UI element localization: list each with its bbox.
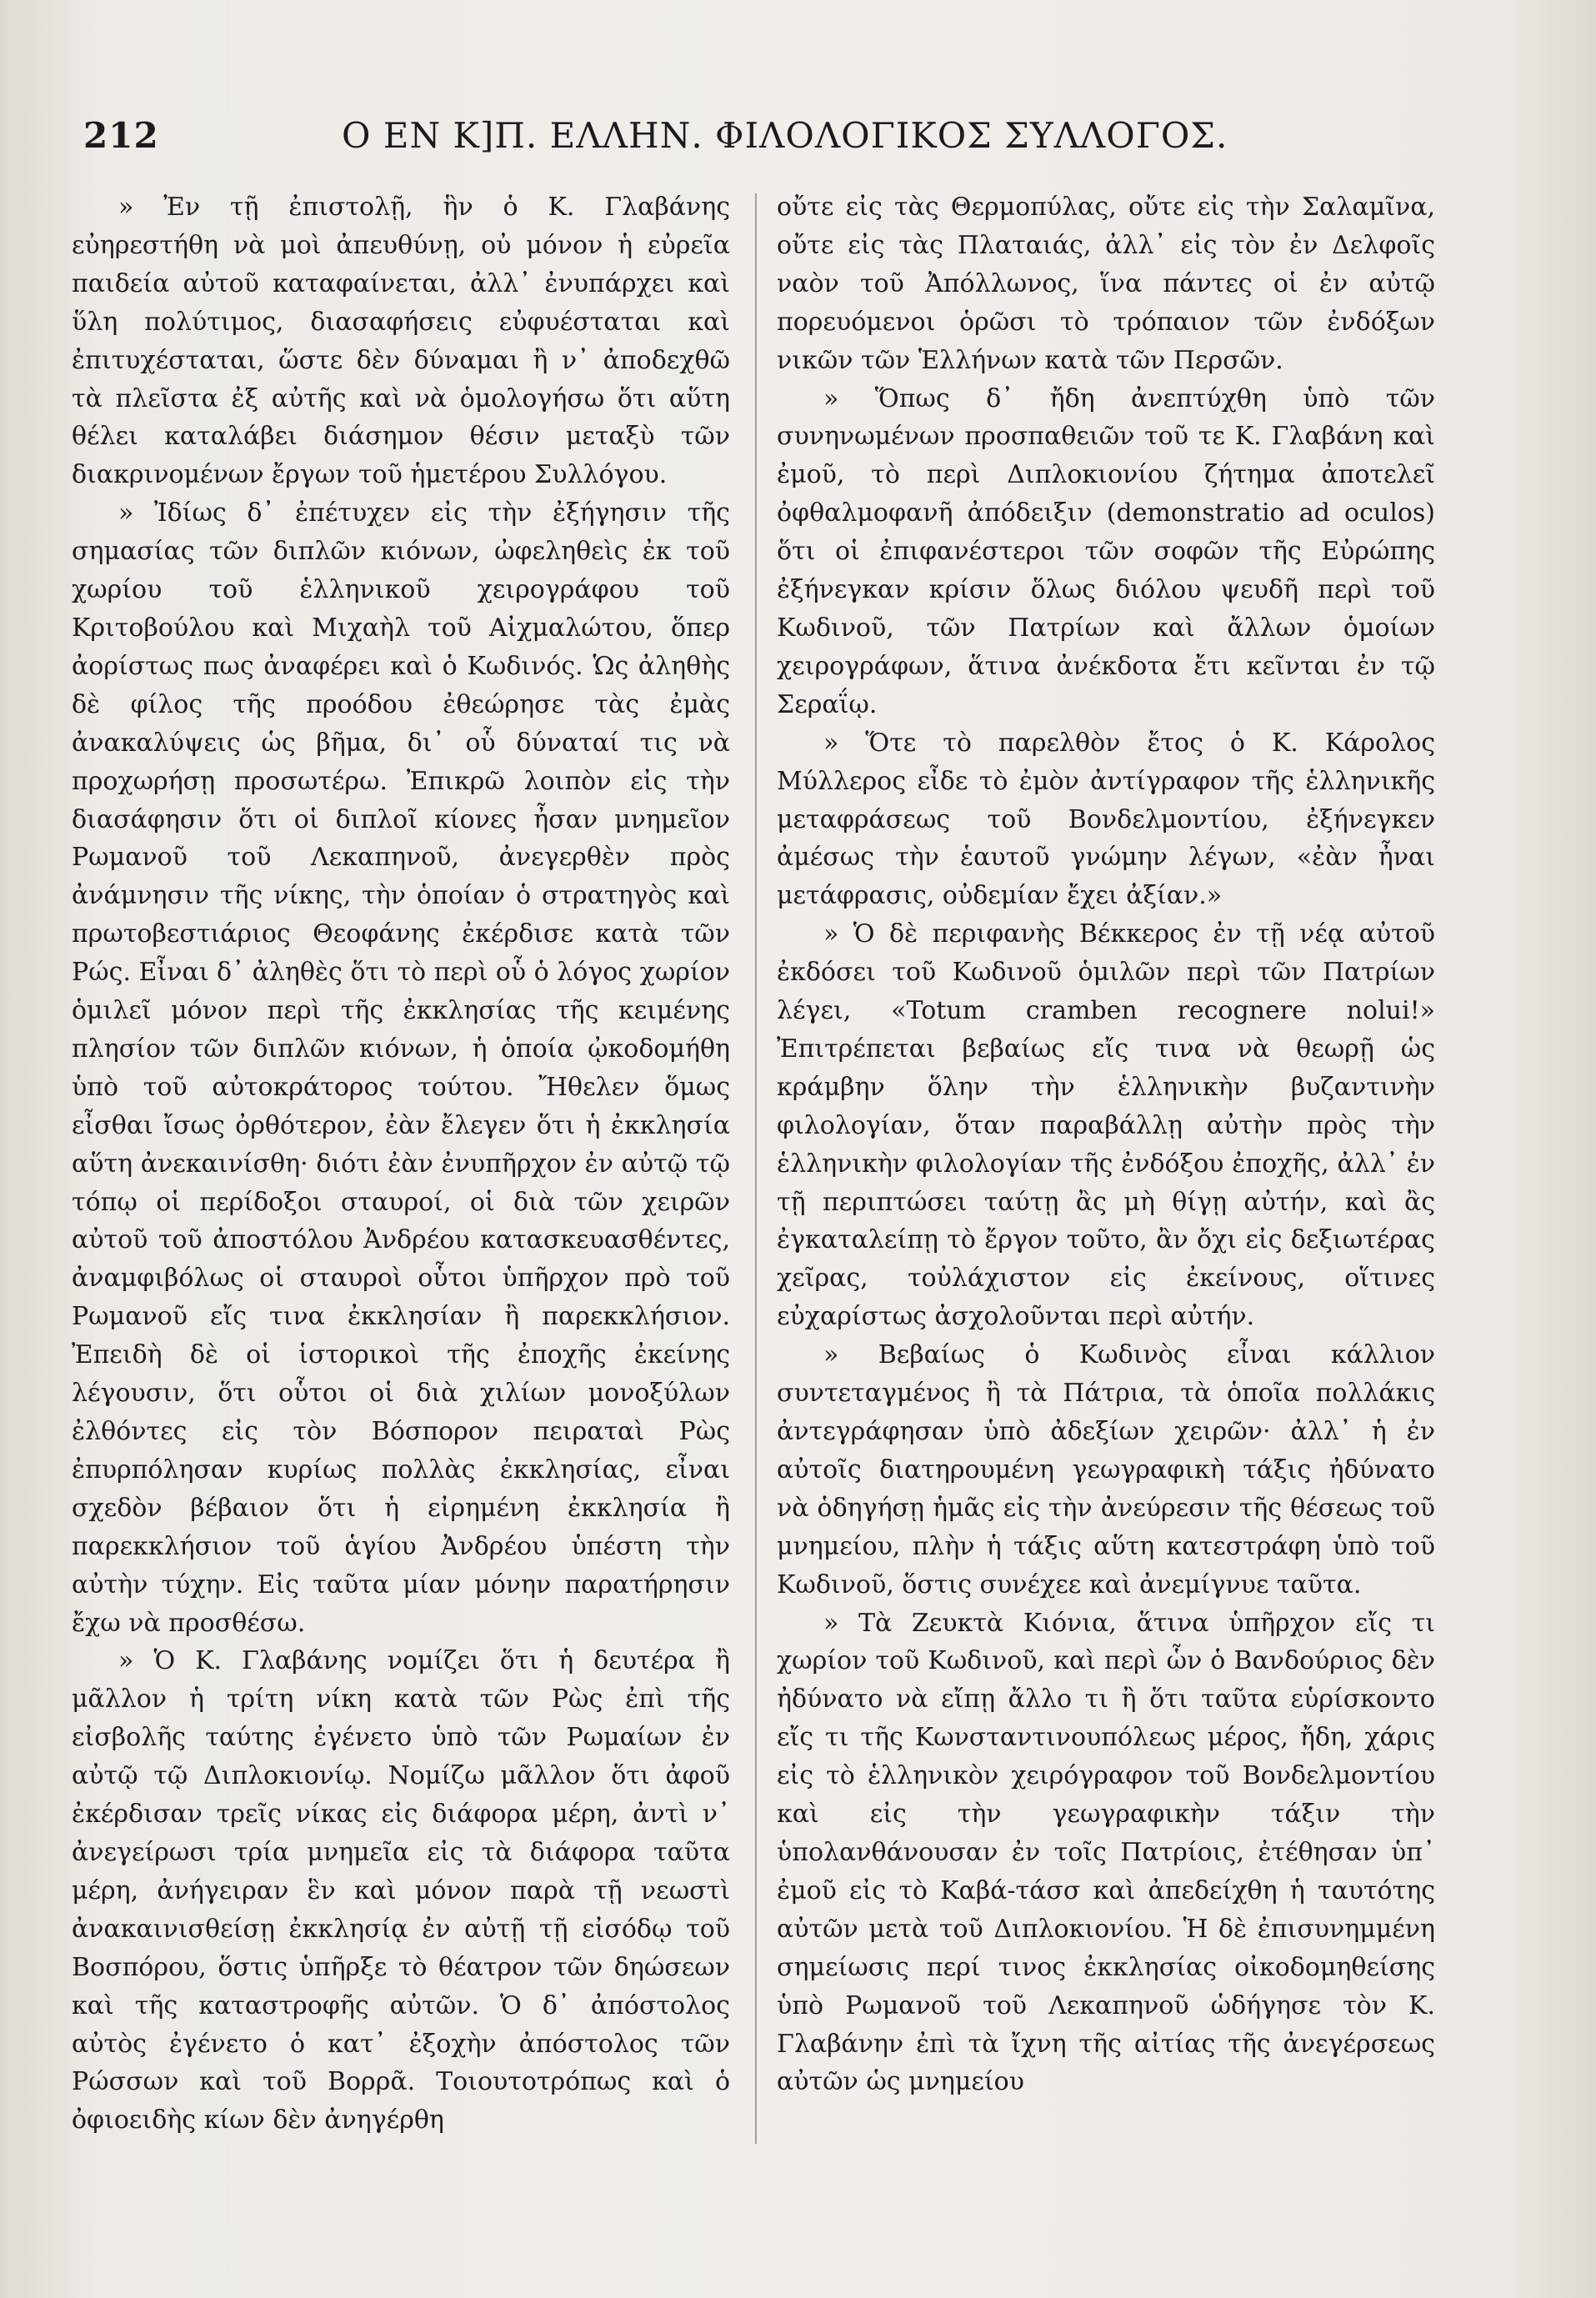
column-divider: [755, 193, 757, 2144]
running-head: [83, 115, 1228, 173]
page-number: 212: [83, 115, 159, 156]
paragraph: » Ὁ δὲ περιφανὴς Βέκκερος ἐν τῇ νέᾳ αὐτοῦ ἐκδόσει τοῦ Κωδινοῦ ὁμιλῶν περὶ τῶν Πατρίων λέγει, «Totum cramben recognere nolui!» Ἐπιτρέπεται βεβαίως εἴς τινα νὰ θεωρῇ ὡς κράμβην ὅλην τὴν ἑλληνικὴν βυζαντινὴν φιλολογίαν, ὅταν παραβάλλῃ αὐτὴν πρὸς τὴν ἑλληνικὴν φιλολογίαν τῆς ἐνδόξου ἐποχῆς, ἀλλ᾽ ἐν τῇ περιπτώσει ταύτῃ ἂς μὴ θίγῃ αὐτήν, καὶ ἂς ἐγκαταλείπῃ τὸ ἔργον τοῦτο, ἂν ὄχι εἰς δεξιωτέρας χεῖρας, τοὐλάχιστον εἰς ἐκείνους, οἵτινες εὐχαρίστως ἀσχολοῦνται περὶ αὐτήν.: [777, 919, 1435, 1332]
journal-title: Ο ΕΝ Κ]Π. ΕΛΛΗΝ. ΦΙΛΟΛΟΓΙΚΟΣ ΣΥΛΛΟΓΟΣ.: [342, 115, 1228, 156]
left-column: [72, 188, 730, 2140]
paragraph: » Ἰδίως δ᾽ ἐπέτυχεν εἰς τὴν ἐξήγησιν τῆς σημασίας τῶν διπλῶν κιόνων, ὠφεληθεὶς ἐκ τοῦ χωρίου τοῦ ἑλληνικοῦ χειρογράφου τοῦ Κριτοβούλου καὶ Μιχαὴλ τοῦ Αἰχμαλώτου, ὅπερ ἀορίστως πως ἀναφέρει καὶ ὁ Κωδινός. Ὡς ἀληθὴς δὲ φίλος τῆς προόδου ἐθεώρησε τὰς ἐμὰς ἀνακαλύψεις ὡς βῆμα, δι᾽ οὗ δύναταί τις νὰ προχωρήσῃ προσωτέρω. Ἐπικρῶ λοιπὸν εἰς τὴν διασάφησιν ὅτι οἱ διπλοῖ κίονες ἦσαν μνημεῖον Ρωμανοῦ τοῦ Λεκαπηνοῦ, ἀνεγερθὲν πρὸς ἀνάμνησιν τῆς νίκης, τὴν ὁποίαν ὁ στρατηγὸς καὶ πρωτοβεστιάριος Θεοφάνης ἐκέρδισε κατὰ τῶν Ρώς. Εἶναι δ᾽ ἀληθὲς ὅτι τὸ περὶ οὗ ὁ λόγος χωρίον ὁμιλεῖ μόνον περὶ τῆς ἐκκλησίας τῆς κειμένης πλησίον τῶν διπλῶν κιόνων, ἡ ὁποία ᾠκοδομήθη ὑπὸ τοῦ αὐτοκράτορος τούτου. Ἤθελεν ὅμως εἶσθαι ἴσως ὀρθότερον, ἐὰν ἔλεγεν ὅτι ἡ ἐκκλησία αὕτη ἀνεκαινίσθη· διότι ἐὰν ἐνυπῆρχον ἐν αὐτῷ τῷ τόπῳ οἱ περίδοξοι σταυροί, οἱ διὰ τῶν χειρῶν αὐτοῦ τοῦ ἀποστόλου Ἀνδρέου κατασκευασθέντες, ἀναμφιβόλως οἱ σταυροὶ οὗτοι ὑπῆρχον πρὸ τοῦ Ρωμανοῦ εἴς τινα ἐκκλησίαν ἢ παρεκκλήσιον. Ἐπειδὴ δὲ οἱ ἱστορικοὶ τῆς ἐποχῆς ἐκείνης λέγουσιν, ὅτι οὗτοι οἱ διὰ χιλίων μονοξύλων ἐλθόντες εἰς τὸν Βόσπορον πειραταὶ Ρὼς ἐπυρπόλησαν κυρίως πολλὰς ἐκκλησίας, εἶναι σχεδὸν βέβαιον ὅτι ἡ εἰρημένη ἐκκλησία ἢ παρεκκλήσιον τοῦ ἁγίου Ἀνδρέου ὑπέστη τὴν αὐτὴν τύχην. Εἰς ταῦτα μίαν μόνην παρατήρησιν ἔχω νὰ προσθέσω.: [72, 498, 730, 1638]
paragraph: » Τὰ Ζευκτὰ Κιόνια, ἅτινα ὑπῆρχον εἴς τι χωρίον τοῦ Κωδινοῦ, καὶ περὶ ὧν ὁ Βανδούριος δὲν ἠδύνατο νὰ εἴπῃ ἄλλο τι ἢ ὅτι ταῦτα εὑρίσκοντο εἴς τι τῆς Κωνσταντινουπόλεως μέρος, ἤδη, χάρις εἰς τὸ ἑλληνικὸν χειρόγραφον τοῦ Βονδελμοντίου καὶ εἰς τὴν γεωγραφικὴν τάξιν τὴν ὑπολανθάνουσαν ἐν τοῖς Πατρίοις, ἐτέθησαν ὑπ᾽ ἐμοῦ εἰς τὸ Καβά-τάσσ καὶ ἀπεδείχθη ἡ ταυτότης αὐτῶν μετὰ τοῦ Διπλοκιονίου. Ἡ δὲ ἐπισυνημμένη σημείωσις περί τινος ἐκκλησίας οἰκοδομηθείσης ὑπὸ Ρωμανοῦ τοῦ Λεκαπηνοῦ ὡδήγησε τὸν Κ. Γλαβάνην ἐπὶ τὰ ἴχνη τῆς αἰτίας τῆς ἀνεγέρσεως αὐτῶν ὡς μνημείου: [777, 1608, 1435, 2097]
paragraph: » Ἐν τῇ ἐπιστολῇ, ἣν ὁ Κ. Γλαβάνης εὐηρεστήθη νὰ μοὶ ἀπευθύνῃ, οὐ μόνον ἡ εὐρεῖα παιδεία αὐτοῦ καταφαίνεται, ἀλλ᾽ ἐνυπάρχει καὶ ὕλη πολύτιμος, διασαφήσεις εὐφυέσταται καὶ ἐπιτυχέσταται, ὥστε δὲν δύναμαι ἢ ν᾽ ἀποδεχθῶ τὰ πλεῖστα ἐξ αὐτῆς καὶ νὰ ὁμολογήσω ὅτι αὕτη θέλει καταλάβει διάσημον θέσιν μεταξὺ τῶν διακρινομένων ἔργων τοῦ ἡμετέρου Συλλόγου.: [72, 193, 730, 490]
paragraph: » Ὅτε τὸ παρελθὸν ἔτος ὁ Κ. Κάρολος Μύλλερος εἶδε τὸ ἐμὸν ἀντίγραφον τῆς ἑλληνικῆς μεταφράσεως τοῦ Βονδελμοντίου, ἐξήνεγκεν ἀμέσως τὴν ἑαυτοῦ γνώμην λέγων, «ἐὰν ἦναι μετάφρασις, οὐδεμίαν ἔχει ἀξίαν.»: [777, 728, 1435, 911]
paragraph: » Βεβαίως ὁ Κωδινὸς εἶναι κάλλιον συντεταγμένος ἢ τὰ Πάτρια, τὰ ὁποῖα πολλάκις ἀντεγράφησαν ὑπὸ ἀδεξίων χειρῶν· ἀλλ᾽ ἡ ἐν αὐτοῖς διατηρουμένη γεωγραφικὴ τάξις ἠδύνατο νὰ ὁδηγήσῃ ἡμᾶς εἰς τὴν ἀνεύρεσιν τῆς θέσεως τοῦ μνημείου, πλὴν ἡ τάξις αὕτη κατεστράφη ὑπὸ τοῦ Κωδινοῦ, ὅστις συνέχεε καὶ ἀνεμίγνυε ταῦτα.: [777, 1340, 1435, 1600]
paragraph: » Ὁ Κ. Γλαβάνης νομίζει ὅτι ἡ δευτέρα ἢ μᾶλλον ἡ τρίτη νίκη κατὰ τῶν Ρὼς ἐπὶ τῆς εἰσβολῆς ταύτης ἐγένετο ὑπὸ τῶν Ρωμαίων ἐν αὐτῷ τῷ Διπλοκιονίῳ. Νομίζω μᾶλλον ὅτι ἀφοῦ ἐκέρδισαν τρεῖς νίκας εἰς διάφορα μέρη, ἀντὶ ν᾽ ἀνεγείρωσι τρία μνημεῖα εἰς τὰ διάφορα ταῦτα μέρη, ἀνήγειραν ἓν καὶ μόνον παρὰ τῇ νεωστὶ ἀνακαινισθείσῃ ἐκκλησίᾳ ἐν αὐτῇ τῇ εἰσόδῳ τοῦ Βοσπόρου, ὅστις ὑπῆρξε τὸ θέατρον τῶν δηώσεων καὶ τῆς καταστροφῆς αὐτῶν. Ὁ δ᾽ ἀπόστολος αὐτὸς ἐγένετο ὁ κατ᾽ ἐξοχὴν ἀπόστολος τῶν Ρώσσων καὶ τοῦ Βορρᾶ. Τοιουτοτρόπως καὶ ὁ ὀφιοειδὴς κίων δὲν ἀνηγέρθη: [72, 1646, 730, 2135]
paragraph: » Ὅπως δ᾽ ἤδη ἀνεπτύχθη ὑπὸ τῶν συνηνωμένων προσπαθειῶν τοῦ τε Κ. Γλαβάνη καὶ ἐμοῦ, τὸ περὶ Διπλοκιονίου ζήτημα ἀποτελεῖ ὀφθαλμοφανῆ ἀπόδειξιν (demonstratio ad oculos) ὅτι οἱ ἐπιφανέστεροι τῶν σοφῶν τῆς Εὐρώπης ἐξήνεγκαν κρίσιν ὅλως διόλου ψευδῆ περὶ τοῦ Κωδινοῦ, τῶν Πατρίων καὶ ἄλλων ὁμοίων χειρογράφων, ἅτινα ἀνέκδοτα ἔτι κεῖνται ἐν τῷ Σεραΐῳ.: [777, 383, 1435, 719]
right-column: [777, 188, 1435, 2101]
paragraph: οὔτε εἰς τὰς Θερμοπύλας, οὔτε εἰς τὴν Σαλαμῖνα, οὔτε εἰς τὰς Πλαταιάς, ἀλλ᾽ εἰς τὸν ἐν Δελφοῖς ναὸν τοῦ Ἀπόλλωνος, ἵνα πάντες οἱ ἐν αὐτῷ πορευόμενοι ὁρῶσι τὸ τρόπαιον τῶν ἐνδόξων νικῶν τῶν Ἑλλήνων κατὰ τῶν Περσῶν.: [777, 193, 1435, 375]
